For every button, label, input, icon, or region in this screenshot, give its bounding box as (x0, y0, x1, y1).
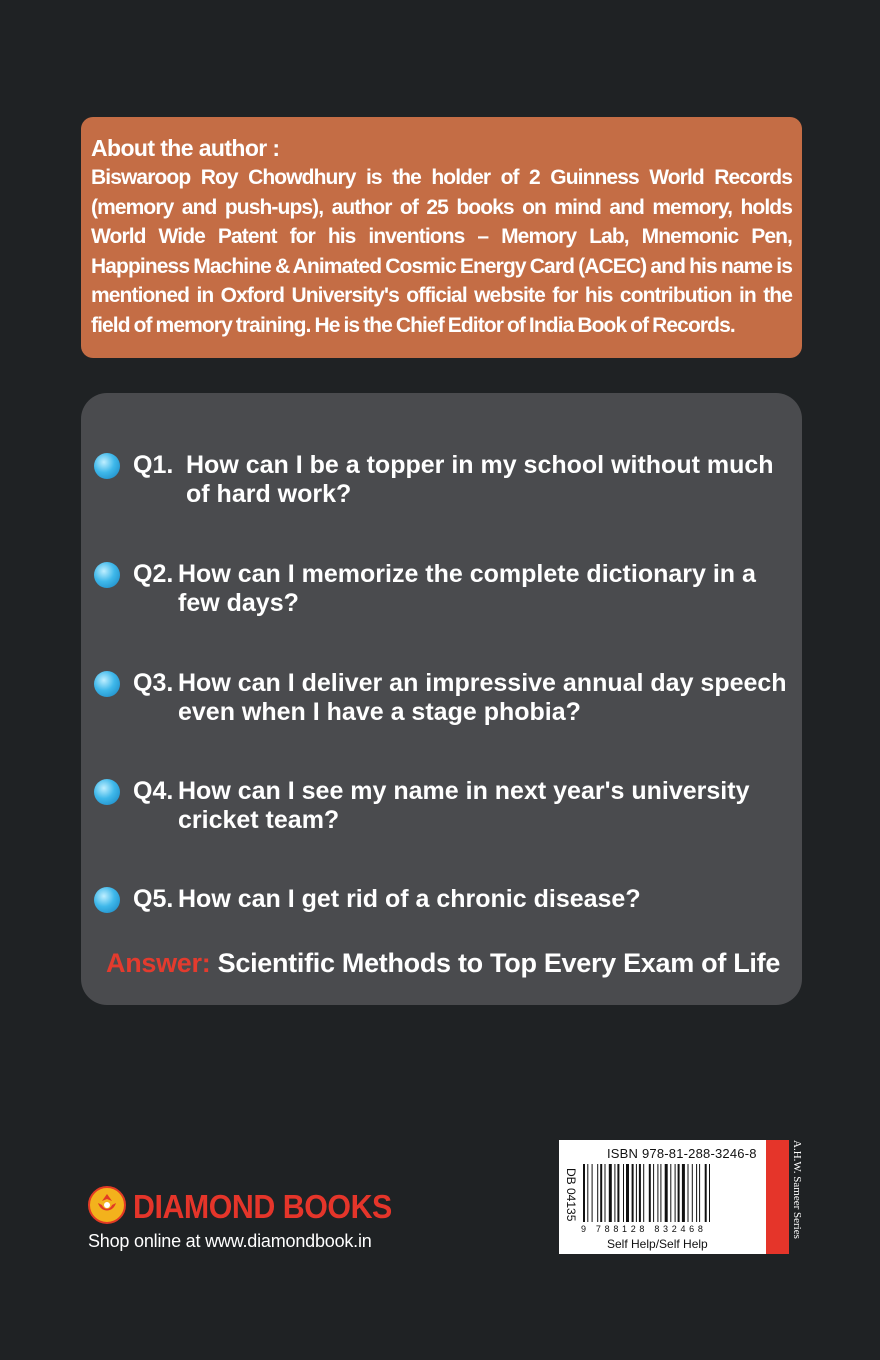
barcode-box (559, 1140, 766, 1254)
series-name: A.H.W. Sameer Series (791, 1140, 803, 1239)
publisher-name: DIAMOND BOOKS (133, 1188, 392, 1225)
question-text: How can I get rid of a chronic disease? (178, 885, 641, 913)
answer-label: Answer: (106, 948, 211, 978)
question-number: Q2. (133, 560, 174, 588)
author-heading: About the author : (91, 135, 280, 161)
questions-box (81, 393, 802, 1005)
question-text: How can I deliver an impressive annual day speech even when I have a stage phobia? (178, 669, 787, 726)
diamond-books-logo-icon (88, 1186, 126, 1224)
red-strip (766, 1140, 789, 1254)
answer-line (106, 948, 780, 979)
db-code: DB 04135 (564, 1168, 578, 1222)
question-number: Q5. (133, 885, 174, 913)
barcode-icon (583, 1164, 761, 1224)
author-bio: Biswaroop Roy Chowdhury is the holder of 2 Guinness World Records (memory and push-ups), author of 25 books on mind and memory, holds World Wide Patent for his inventions – Memory Lab, Mnemonic Pen, Happiness Machine & Animated Cosmic Energy Card (ACEC) and his name is mentioned in Oxford University's official website for his contribution in the field of memory training. He is the Chief Editor of India Book of Records. (91, 166, 792, 337)
question-number: Q4. (133, 777, 174, 805)
answer-text: Scientific Methods to Top Every Exam of Life (217, 948, 781, 978)
blue-bullet-icon (94, 671, 120, 697)
blue-bullet-icon (94, 887, 120, 913)
question-text: How can I see my name in next year's university cricket team? (178, 777, 750, 834)
barcode-digits: 9 788128 832468 (581, 1224, 707, 1234)
about-author-box (81, 117, 802, 358)
blue-bullet-icon (94, 562, 120, 588)
blue-bullet-icon (94, 779, 120, 805)
blue-bullet-icon (94, 453, 120, 479)
question-text: How can I memorize the complete dictionary in a few days? (178, 560, 756, 617)
question-number: Q1. (133, 451, 174, 479)
question-text: How can I be a topper in my school without much of hard work? (186, 451, 774, 508)
category-text: Self Help/Self Help (607, 1237, 708, 1251)
shop-online-text: Shop online at www.diamondbook.in (88, 1231, 372, 1251)
isbn-text: ISBN 978-81-288-3246-8 (607, 1146, 757, 1161)
question-number: Q3. (133, 669, 174, 697)
